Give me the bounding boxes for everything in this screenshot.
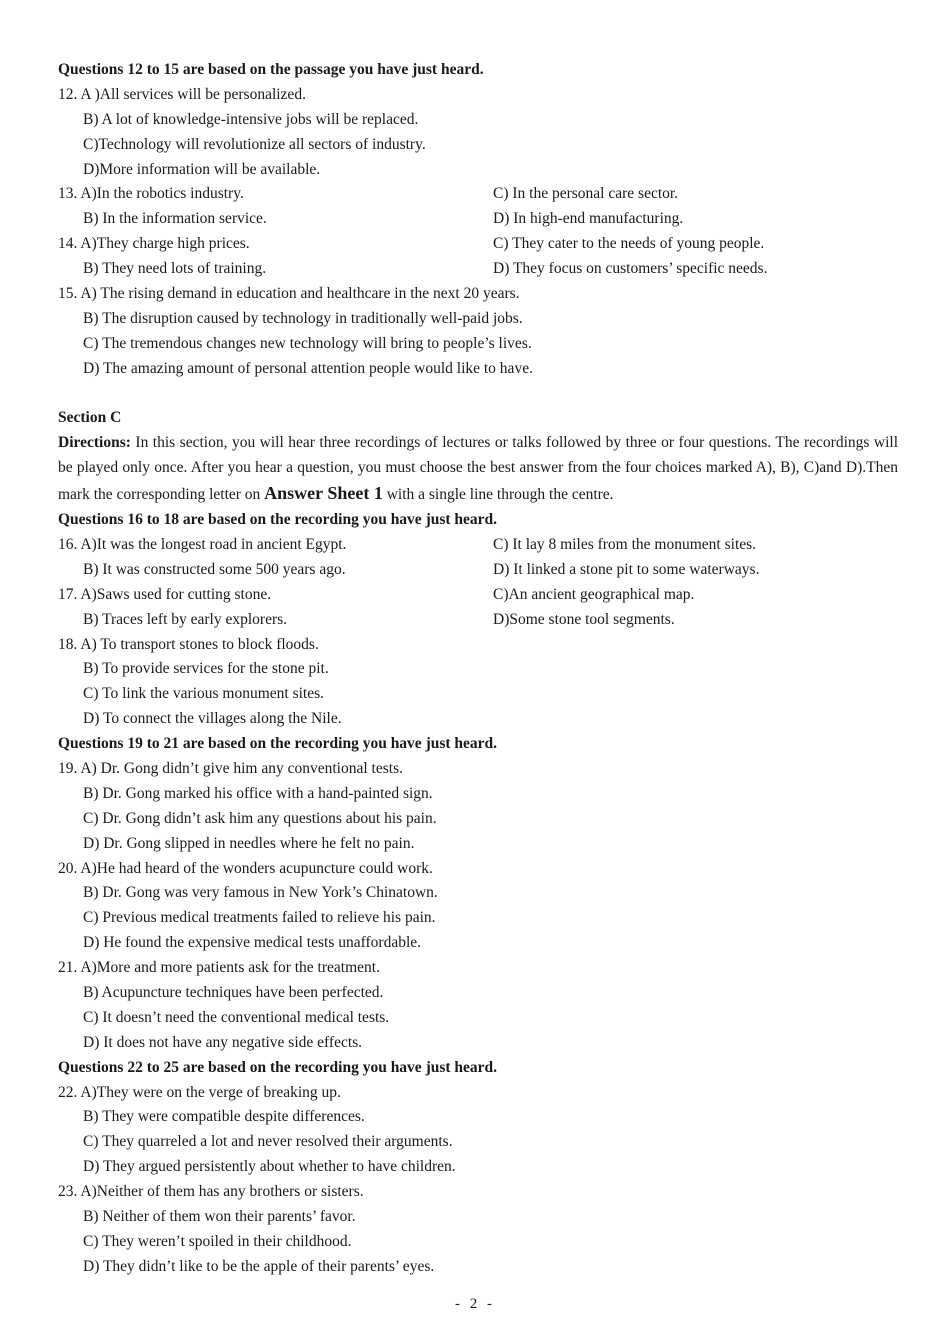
q21-option-d: D) It does not have any negative side effects. [83, 1033, 363, 1051]
q12-option-d: D)More information will be available. [83, 160, 321, 178]
q19-option-c: C) Dr. Gong didn’t ask him any questions about his pain. [83, 809, 437, 827]
q21-option-a: 21. A)More and more patients ask for the treatment. [58, 959, 380, 977]
q15-option-a: 15. A) The rising demand in education and healthcare in the next 20 years. [58, 285, 520, 303]
q22-option-b: B) They were compatible despite differences. [83, 1108, 365, 1126]
q21-option-b: B) Acupuncture techniques have been perfected. [83, 984, 384, 1001]
q14-option-c: C) They cater to the needs of young people. [493, 235, 765, 253]
q13-option-a: 13. A)In the robotics industry. [58, 185, 244, 203]
q13-option-c: C) In the personal care sector. [493, 185, 679, 203]
q12-option-b: B) A lot of knowledge-intensive jobs will be replaced. [83, 110, 419, 128]
q14-option-d: D) They focus on customers’ specific needs. [493, 260, 768, 278]
directions-end: with a single line through the centre. [386, 486, 614, 504]
q12-option-a: 12. A )All services will be personalized. [58, 85, 306, 103]
q17-option-a: 17. A)Saws used for cutting stone. [58, 585, 272, 603]
block-heading: Questions 12 to 15 are based on the passage you have just heard. [58, 61, 484, 78]
page-number: - 2 - [455, 1296, 495, 1312]
q14-option-b: B) They need lots of training. [83, 260, 267, 278]
directions-text: In this section, you will hear three recordings of lectures or talks followed by three or four questions. The recordings will be played only once. After you hear a question, you must choose the best answer from the four choices marked A), B), C)and D).Then mark the corresponding letter on [58, 434, 899, 504]
q13-option-d: D) In high-end manufacturing. [493, 210, 684, 228]
q12-option-c: C)Technology will revolutionize all sectors of industry. [83, 135, 426, 153]
q19-option-b: B) Dr. Gong marked his office with a hand-painted sign. [83, 784, 433, 802]
q16-option-d: D) It linked a stone pit to some waterways. [493, 560, 760, 578]
q21-option-c: C) It doesn’t need the conventional medical tests. [83, 1008, 390, 1026]
q22-option-d: D) They argued persistently about whether to have children. [83, 1158, 456, 1176]
q18-option-a: 18. A) To transport stones to block floods. [58, 635, 319, 653]
q19-option-a: 19. A) Dr. Gong didn’t give him any conventional tests. [58, 759, 403, 777]
q20-option-a: 20. A)He had heard of the wonders acupuncture could work. [58, 859, 433, 877]
block-heading: Questions 16 to 18 are based on the recording you have just heard. [58, 511, 498, 529]
q15-option-d: D) The amazing amount of personal attention people would like to have. [83, 359, 533, 377]
directions-paragraph [58, 431, 898, 508]
q20-option-b: B) Dr. Gong was very famous in New York’s Chinatown. [83, 884, 438, 902]
q20-option-c: C) Previous medical treatments failed to relieve his pain. [83, 909, 436, 927]
q23-option-b: B) Neither of them won their parents’ favor. [83, 1208, 356, 1226]
q17-option-b: B) Traces left by early explorers. [83, 610, 288, 628]
q15-option-b: B) The disruption caused by technology in traditionally well-paid jobs. [83, 309, 523, 327]
q22-option-a: 22. A)They were on the verge of breaking up. [58, 1083, 341, 1101]
q23-option-c: C) They weren’t spoiled in their childhood. [83, 1232, 352, 1250]
directions-label: Directions: [58, 434, 131, 452]
block-heading: Questions 22 to 25 are based on the recording you have just heard. [58, 1058, 498, 1076]
block-heading: Questions 19 to 21 are based on the recording you have just heard. [58, 735, 498, 753]
q16-option-c: C) It lay 8 miles from the monument sites. [493, 535, 757, 553]
q19-option-d: D) Dr. Gong slipped in needles where he felt no pain. [83, 834, 415, 852]
q17-option-d: D)Some stone tool segments. [493, 610, 675, 628]
answer-sheet-label: Answer Sheet 1 [264, 483, 383, 504]
q23-option-a: 23. A)Neither of them has any brothers or sisters. [58, 1183, 364, 1201]
q22-option-c: C) They quarreled a lot and never resolved their arguments. [83, 1133, 453, 1151]
spacer [58, 382, 898, 407]
q14-option-a: 14. A)They charge high prices. [58, 235, 250, 253]
q20-option-d: D) He found the expensive medical tests unaffordable. [83, 934, 422, 952]
q15-option-c: C) The tremendous changes new technology will bring to people’s lives. [83, 334, 532, 352]
q18-option-d: D) To connect the villages along the Nile. [83, 710, 342, 728]
q18-option-c: C) To link the various monument sites. [83, 685, 325, 703]
exam-page [58, 58, 898, 1280]
q16-option-a: 16. A)It was the longest road in ancient Egypt. [58, 535, 347, 553]
q23-option-d: D) They didn’t like to be the apple of their parents’ eyes. [83, 1257, 435, 1275]
q16-option-b: B) It was constructed some 500 years ago. [83, 560, 346, 578]
q13-option-b: B) In the information service. [83, 210, 267, 228]
section-title: Section C [58, 409, 122, 427]
q17-option-c: C)An ancient geographical map. [493, 585, 695, 603]
q18-option-b: B) To provide services for the stone pit. [83, 660, 329, 678]
